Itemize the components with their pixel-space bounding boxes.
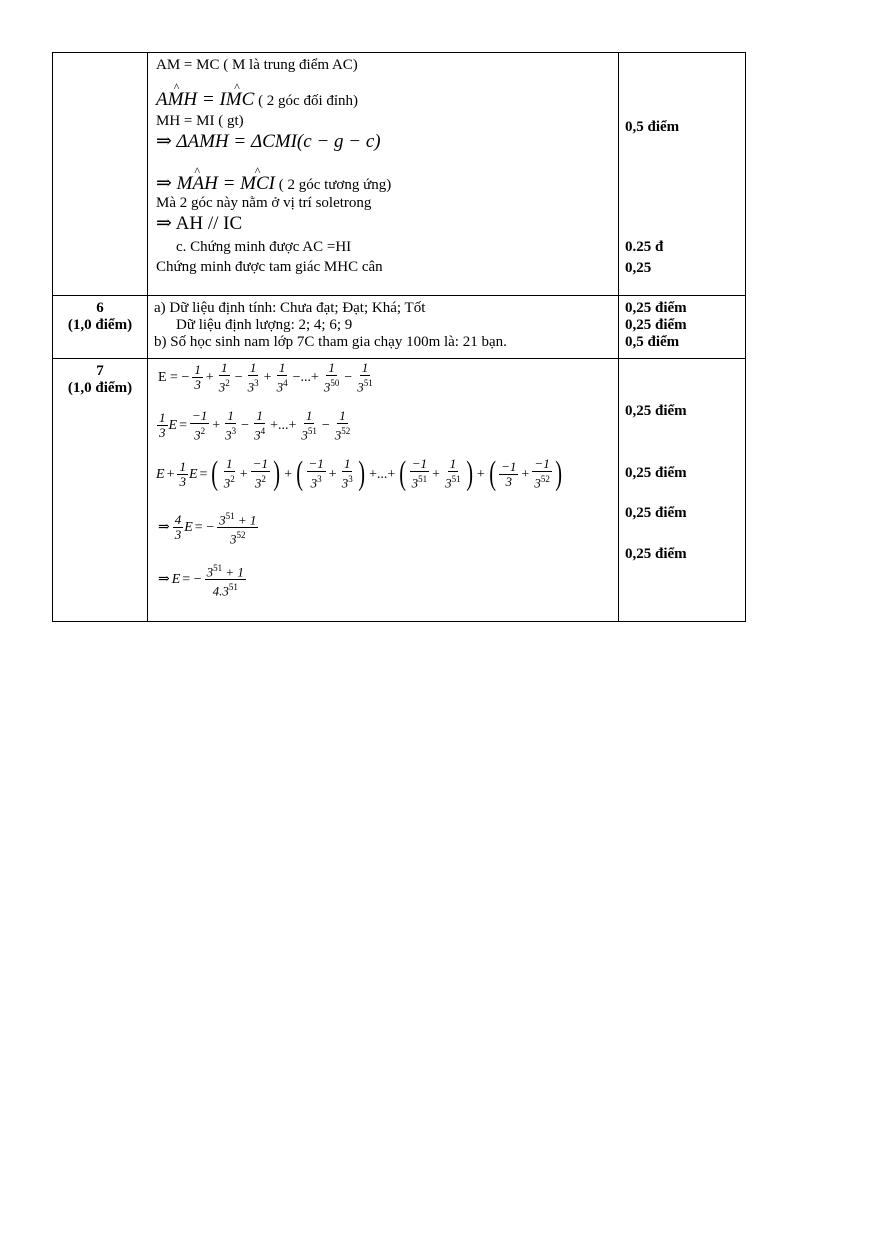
solution-formula: ⇒ ΔAMH = ΔCMI(c − g − c) bbox=[156, 131, 381, 152]
solution-cell bbox=[148, 296, 619, 359]
score-label: 0,25 điểm bbox=[625, 300, 687, 316]
question-cell bbox=[53, 53, 148, 296]
solution-line: b) Số học sinh nam lớp 7C tham gia chạy 100m là: 21 bạn. bbox=[154, 334, 507, 350]
solution-line: MH = MI ( gt) bbox=[156, 113, 244, 129]
question-number: 7 bbox=[96, 363, 104, 379]
score-cell bbox=[619, 359, 746, 622]
score-label: 0,25 điểm bbox=[625, 505, 687, 521]
solution-note: ( 2 góc đối đỉnh) bbox=[258, 93, 359, 109]
score-label: 0,25 điểm bbox=[625, 465, 687, 481]
solution-cell bbox=[148, 53, 619, 296]
answer-table bbox=[52, 52, 746, 622]
solution-formula: ⇒ ^ MAH = ^ MCI ( 2 góc tương ứng) bbox=[156, 173, 391, 194]
solution-line: c. Chứng minh được AC =HI bbox=[176, 239, 352, 255]
question-cell bbox=[53, 359, 148, 622]
solution-line: Mà 2 góc này nằm ở vị trí soletrong bbox=[156, 195, 372, 211]
score-label: 0,5 điểm bbox=[625, 119, 680, 135]
table-row bbox=[53, 53, 746, 296]
score-label: 0.25 đ bbox=[625, 239, 664, 255]
score-label: 0,25 điểm bbox=[625, 546, 687, 562]
table-row bbox=[53, 359, 746, 622]
solution-line: Dữ liệu định lượng: 2; 4; 6; 9 bbox=[176, 317, 353, 333]
formula-e: E = − $\frac{1}{3}$ + $\frac{1}{3^2}$ − $\frac{1}{3^3}$ + $\frac{1}{3^4}$ −...+ $\frac{1}{3^{50}}$ − $\frac{1}{3^{51}}$ bbox=[158, 360, 373, 395]
question-number: 6 bbox=[96, 300, 104, 316]
score-cell bbox=[619, 296, 746, 359]
solution-line: AM = MC ( M là trung điểm AC) bbox=[156, 57, 358, 73]
score-label: 0,25 điểm bbox=[625, 317, 687, 333]
question-cell bbox=[53, 296, 148, 359]
question-points: (1,0 điểm) bbox=[67, 380, 133, 396]
solution-line: ⇒ AH // IC bbox=[156, 213, 243, 234]
table-row bbox=[53, 296, 746, 359]
formula-third-e: $\frac{1}{3}$ E = $\frac{-1}{3^2}$ + $\frac{1}{3^3}$ − $\frac{1}{3^4}$ +...+ $\frac{1}{3^{51}}$ − $\frac{1}{3^{52}}$ bbox=[159, 408, 351, 443]
score-label: 0,5 điểm bbox=[625, 334, 680, 350]
solution-line: Chứng minh được tam giác MHC cân bbox=[156, 259, 383, 275]
formula-sum: E + $\frac{1}{3}$ E = ( $\frac{1}{3^2}$ + $\frac{-1}{3^2}$ ) + ( $\frac{-1}{3^3}$ + $\frac{1}{3^3}$ ) +...+ ( $\frac{-1}{3^{51}}$ + $\frac{1}{3^{51}}$ ) + ( $\frac{-1}{3}$ + $\frac{-1}{3^{52}}$ ) bbox=[156, 455, 562, 492]
score-label: 0,25 bbox=[625, 260, 652, 276]
score-cell bbox=[619, 53, 746, 296]
formula-four-thirds: ⇒ $\frac{4}{3}$ E = − $\frac{3^{51} + 1}{3^{52}}$ bbox=[158, 511, 257, 547]
question-points: (1,0 điểm) bbox=[67, 317, 133, 333]
solution-line: a) Dữ liệu định tính: Chưa đạt; Đạt; Khá; Tốt bbox=[154, 300, 426, 316]
formula-result: ⇒ E = − $\frac{3^{51} + 1}{4.3^{51}}$ bbox=[158, 563, 244, 599]
solution-note: ( 2 góc tương ứng) bbox=[278, 177, 392, 193]
score-label: 0,25 điểm bbox=[625, 403, 687, 419]
solution-formula: ^ AMH = ^ IMC ( 2 góc đối đỉnh) bbox=[156, 89, 358, 110]
solution-cell bbox=[148, 359, 619, 622]
